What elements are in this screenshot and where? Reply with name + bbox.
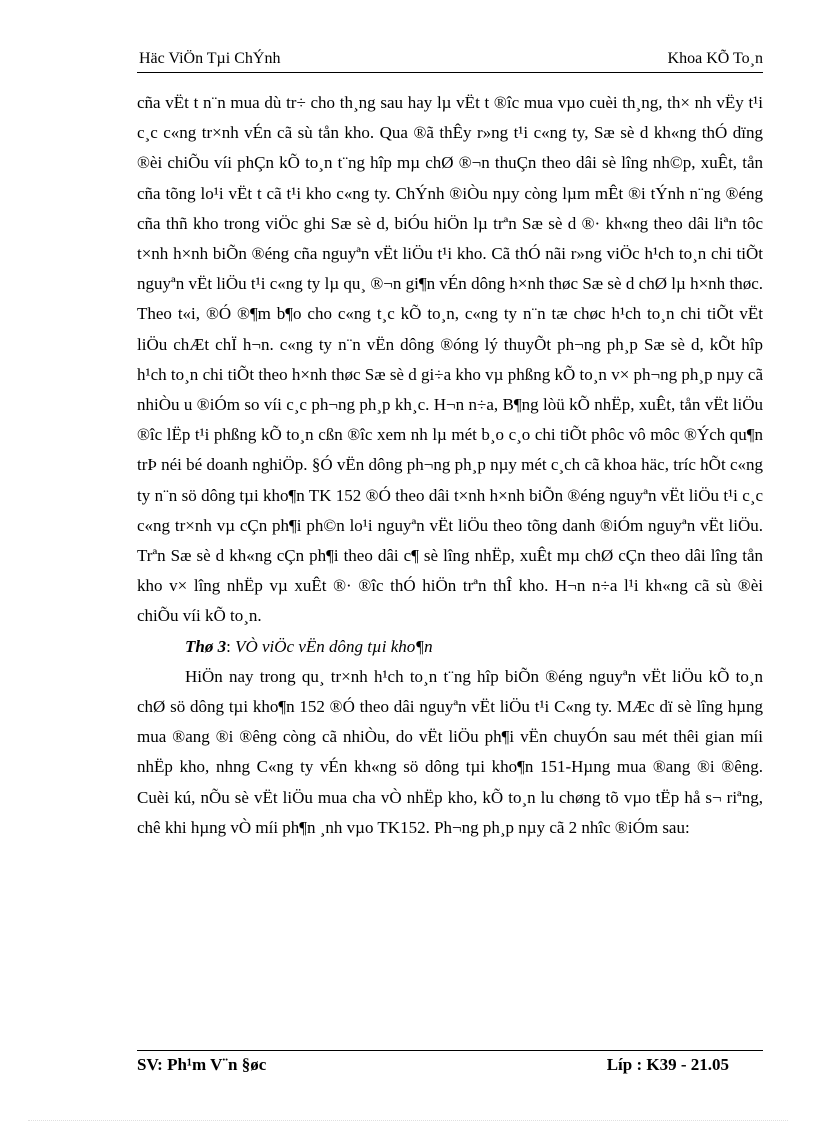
section-subheading (137, 632, 763, 662)
subheading-separator: : (226, 636, 236, 656)
paragraph-1: cña vËt t n¨n mua dù tr÷ cho th¸ng sau hay lµ vËt t ®îc mua vµo cuèi th¸ng, th× nh vËy t¹i c¸c c«ng tr×nh vÉn cã sù tån kho. Qua ®ã thÊy r»ng t¹i c«ng ty, Sæ sè d kh«ng thÓ dïng ®èi chiÕu víi phÇn kÕ to¸n t¨ng hîp mµ chØ ®¬n thuÇn theo dâi sè lîng nh©p, xuÊt, tån cña tõng lo¹i vËt t cã t¹i kho c«ng ty. ChÝnh ®iÒu nµy còng lµm mÊt ®i tÝnh n¨ng ®éng cña thñ kho trong viÖc ghi Sæ sè d, biÓu hiÖn lµ trªn Sæ sè d ®· kh«ng theo dâi liªn tôc t×nh h×nh biÕn ®éng cña nguyªn vËt liÖu t¹i kho. Cã thÓ nãi r»ng viÖc h¹ch to¸n chi tiÕt nguyªn vËt liÖu t¹i c«ng ty lµ qu¸ ®¬n gi¶n vÉn dông h×nh thøc Sæ sè d chØ lµ h×nh thøc. Theo t«i, ®Ó ®¶m b¶o cho c«ng t¸c kÕ to¸n, c«ng ty n¨n tæ chøc h¹ch to¸n chi tiÕt vËt liÖu chÆt chÏ h¬n. c«ng ty n¨n vËn dông ®óng lý thuyÕt ph¬ng ph¸p Sæ sè d, kÕt hîp h¹ch to¸n chi tiÕt theo h×nh thøc Sæ sè d gi÷a kho vµ phßng kÕ to¸n v× ph¬ng ph¸p nµy cã nhiÒu u ®iÓm so víi c¸c ph¬ng ph¸p kh¸c. H¬n n÷a, B¶ng lòü kÕ nhËp, xuÊt, tån vËt liÖu ®îc lËp t¹i phßng kÕ to¸n cßn ®îc xem nh lµ mét b¸o c¸o chi tiÕt phôc vô môc ®Ých qu¶n trÞ néi bé doanh nghiÖp. §Ó vËn dông ph¬ng ph¸p nµy mét c¸ch cã khoa häc, tríc hÕt c«ng ty n¨n sö dông tµi kho¶n TK 152 ®Ó theo dâi t×nh h×nh biÕn ®éng nguyªn vËt liÖu t¹i c¸c c«ng tr×nh vµ cÇn ph¶i ph©n lo¹i nguyªn vËt liÖu theo tõng danh ®iÓm nguyªn vËt liÖu. Trªn Sæ sè d kh«ng cÇn ph¶i theo dâi c¶ sè lîng nhËp, xuÊt mµ chØ cÇn theo dâi lîng tån kho v× lîng nhËp vµ xuÊt ®· ®îc thÓ hiÖn trªn thÎ kho. H¬n n÷a l¹i kh«ng cã sù ®èi chiÕu víi kÕ to¸n. (137, 93, 763, 626)
page-boundary (28, 1120, 788, 1121)
header-department: Khoa KÕ To¸n (667, 50, 763, 67)
footer-divider (137, 1050, 763, 1051)
footer-student: SV: Ph¹m V¨n §øc (137, 1055, 267, 1074)
paragraph-2: HiÖn nay trong qu¸ tr×nh h¹ch to¸n t¨ng hîp biÕn ®éng nguyªn vËt liÖu kÕ to¸n chØ sö dông tµi kho¶n 152 ®Ó theo dâi nguyªn vËt liÖu t¹i C«ng ty. MÆc dï sè lîng hµng mua ®ang ®i ®êng còng cã nhiÒu, do vËt liÖu ph¶i vËn chuyÓn sau mét thêi gian míi nhËp kho, nhng C«ng ty vÉn kh«ng sö dông tµi kho¶n 151-Hµng mua ®ang ®i ®êng. Cuèi kú, nÕu sè vËt liÖu mua cha vÒ nhËp kho, kÕ to¸n lu chøng tõ vµo tËp hå s¬ riªng, chê khi hµng vÒ míi ph¶n ¸nh vµo TK152. Ph¬ng ph¸p nµy cã 2 nhîc ®iÓm sau: (137, 666, 763, 837)
subheading-lead: Thø 3 (185, 636, 227, 656)
footer-class: Líp : K39 - 21.05 (606, 1055, 729, 1074)
subheading-text: VÒ viÖc vËn dông tµi kho¶n (235, 636, 433, 656)
header-institution: Häc ViÖn Tµi ChÝnh (139, 50, 281, 67)
document-body (137, 88, 763, 843)
page-header (137, 48, 763, 73)
